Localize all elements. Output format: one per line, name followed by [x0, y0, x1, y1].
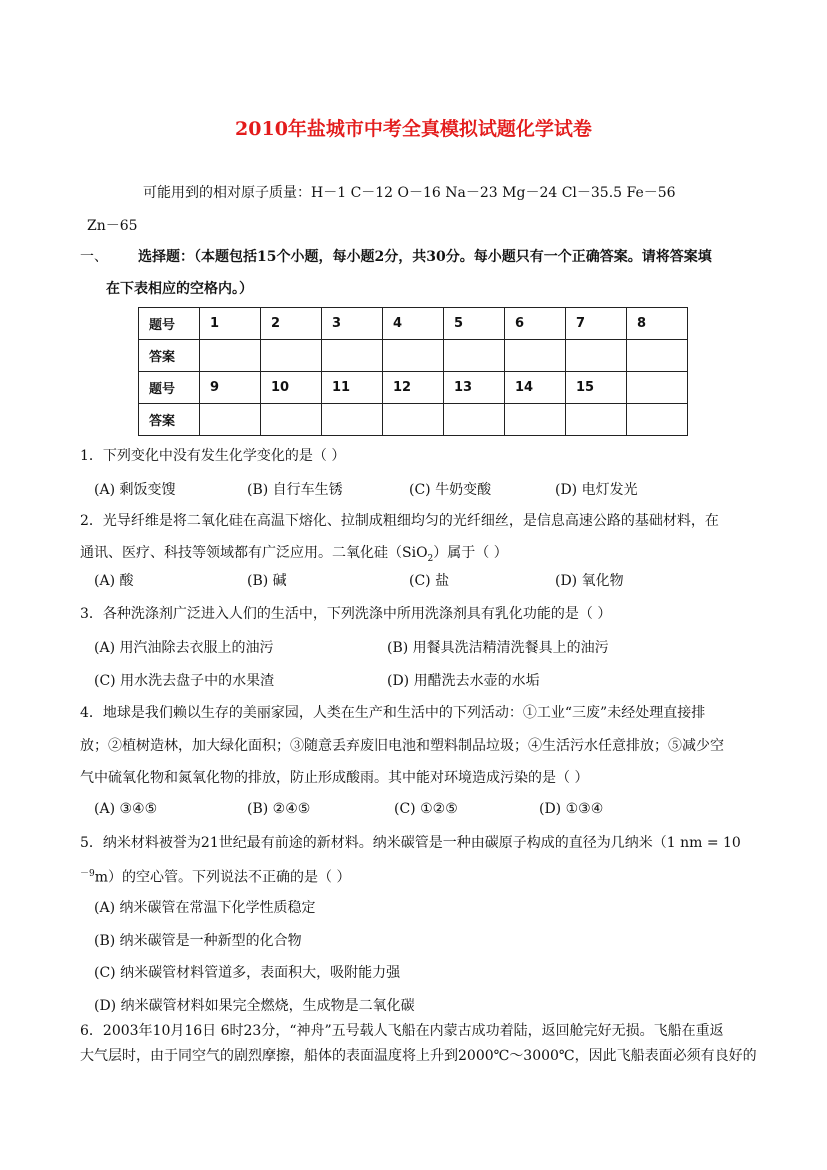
question-number-cell: 2 [261, 308, 322, 340]
q6-stem: 6．2003年10月16日 6时23分，“神舟”五号载人飞船在内蒙古成功着陆，返回舱完好无损。飞船在重返 [80, 1023, 724, 1039]
table-row [139, 340, 688, 372]
q4-option-a[interactable]: (A) ③④⑤ [94, 801, 158, 817]
q6-stem-cont: 大气层时，由于同空气的剧烈摩擦，船体的表面温度将上升到2000℃～3000℃，因此飞船表面必须有良好的 [80, 1048, 757, 1064]
q3-option-d[interactable]: (D) 用醋洗去水壶的水垢 [387, 673, 540, 689]
question-number-cell: 11 [322, 372, 383, 404]
q2-option-c[interactable]: (C) 盐 [409, 573, 450, 589]
q2-stem: 2．光导纤维是将二氧化硅在高温下熔化、拉制成粗细均匀的光纤细丝，是信息高速公路的基础材料，在 [80, 513, 719, 529]
answer-cell[interactable] [322, 404, 383, 436]
question-number-cell: 9 [200, 372, 261, 404]
answer-cell[interactable] [383, 340, 444, 372]
q3-stem: 3．各种洗涤剂广泛进入人们的生活中，下列洗涤中所用洗涤剂具有乳化功能的是（ ） [80, 606, 612, 622]
atomic-mass-line-cont: Zn－65 [87, 218, 138, 234]
q2-option-b[interactable]: (B) 碱 [247, 573, 287, 589]
table-row [139, 372, 688, 404]
q3-option-c[interactable]: (C) 用水洗去盘子中的水果渣 [94, 673, 275, 689]
question-number-cell: 14 [505, 372, 566, 404]
section-heading: 选择题：（本题包括15个小题，每小题2分，共30分。每小题只有一个正确答案。请将答案填 [138, 249, 712, 265]
header-cell: 答案 [139, 404, 200, 436]
question-number-cell: 15 [566, 372, 627, 404]
header-cell: 题号 [139, 308, 200, 340]
q4-stem-cont: 放；②植树造林，加大绿化面积；③随意丢弃废旧电池和塑料制品垃圾；④生活污水任意排放；⑤减少空 [80, 738, 724, 754]
q3-option-b[interactable]: (B) 用餐具洗洁精清洗餐具上的油污 [387, 640, 609, 656]
answer-cell[interactable] [627, 404, 688, 436]
q1-stem: 1．下列变化中没有发生化学变化的是（ ） [80, 448, 346, 464]
q4-stem: 4．地球是我们赖以生存的美丽家园，人类在生产和生活中的下列活动：①工业“三废”未经处理直接排 [80, 705, 706, 721]
question-number-cell [627, 372, 688, 404]
question-number-cell: 1 [200, 308, 261, 340]
q4-option-d[interactable]: (D) ①③④ [539, 801, 604, 817]
q5-option-c[interactable]: (C) 纳米碳管材料管道多，表面积大，吸附能力强 [94, 965, 401, 981]
q1-option-d[interactable]: (D) 电灯发光 [555, 482, 638, 498]
answer-cell[interactable] [261, 340, 322, 372]
question-number-cell: 5 [444, 308, 505, 340]
answer-cell[interactable] [261, 404, 322, 436]
q3-option-a[interactable]: (A) 用汽油除去衣服上的油污 [94, 640, 274, 656]
q4-option-c[interactable]: (C) ①②⑤ [394, 801, 458, 817]
answer-cell[interactable] [505, 340, 566, 372]
table-row [139, 308, 688, 340]
answer-cell[interactable] [566, 340, 627, 372]
question-number-cell: 12 [383, 372, 444, 404]
answer-cell[interactable] [322, 340, 383, 372]
question-number-cell: 10 [261, 372, 322, 404]
q2-option-a[interactable]: (A) 酸 [94, 573, 134, 589]
answer-cell[interactable] [200, 404, 261, 436]
q5-option-a[interactable]: (A) 纳米碳管在常温下化学性质稳定 [94, 900, 316, 916]
q5-option-b[interactable]: (B) 纳米碳管是一种新型的化合物 [94, 933, 302, 949]
q2-stem-cont: 通讯、医疗、科技等领域都有广泛应用。二氧化硅（SiO$_2$）属于（ ） [80, 545, 508, 564]
q4-option-b[interactable]: (B) ②④⑤ [247, 801, 311, 817]
question-number-cell: 4 [383, 308, 444, 340]
q2-option-d[interactable]: (D) 氧化物 [555, 573, 624, 589]
answer-table [138, 307, 688, 436]
header-cell: 题号 [139, 372, 200, 404]
table-row [139, 404, 688, 436]
answer-cell[interactable] [627, 340, 688, 372]
question-number-cell: 13 [444, 372, 505, 404]
answer-cell[interactable] [444, 340, 505, 372]
q5-stem-cont: $^{-9}$m）的空心管。下列说法不正确的是（ ） [80, 869, 351, 886]
answer-cell[interactable] [383, 404, 444, 436]
answer-cell[interactable] [444, 404, 505, 436]
q1-option-c[interactable]: (C) 牛奶变酸 [409, 482, 492, 498]
answer-cell[interactable] [505, 404, 566, 436]
question-number-cell: 3 [322, 308, 383, 340]
atomic-mass-line: 可能用到的相对原子质量：H－1 C－12 O－16 Na－23 Mg－24 Cl－35.5 Fe－56 [143, 185, 676, 201]
q5-option-d[interactable]: (D) 纳米碳管材料如果完全燃烧，生成物是二氧化碳 [94, 998, 415, 1014]
q5-stem: 5．纳米材料被誉为21世纪最有前途的新材料。纳米碳管是一种由碳原子构成的直径为几纳米（1 nm = 10 [80, 835, 741, 851]
header-cell: 答案 [139, 340, 200, 372]
answer-cell[interactable] [200, 340, 261, 372]
section-number: 一、 [80, 249, 108, 265]
q1-option-a[interactable]: (A) 剩饭变馊 [94, 482, 176, 498]
section-heading-cont: 在下表相应的空格内。） [106, 281, 253, 297]
page-title: 2010年盐城市中考全真模拟试题化学试卷 [235, 118, 592, 140]
answer-cell[interactable] [566, 404, 627, 436]
q1-option-b[interactable]: (B) 自行车生锈 [247, 482, 343, 498]
question-number-cell: 8 [627, 308, 688, 340]
q4-stem-cont2: 气中硫氧化物和氮氧化物的排放，防止形成酸雨。其中能对环境造成污染的是（ ） [80, 770, 589, 786]
question-number-cell: 6 [505, 308, 566, 340]
question-number-cell: 7 [566, 308, 627, 340]
